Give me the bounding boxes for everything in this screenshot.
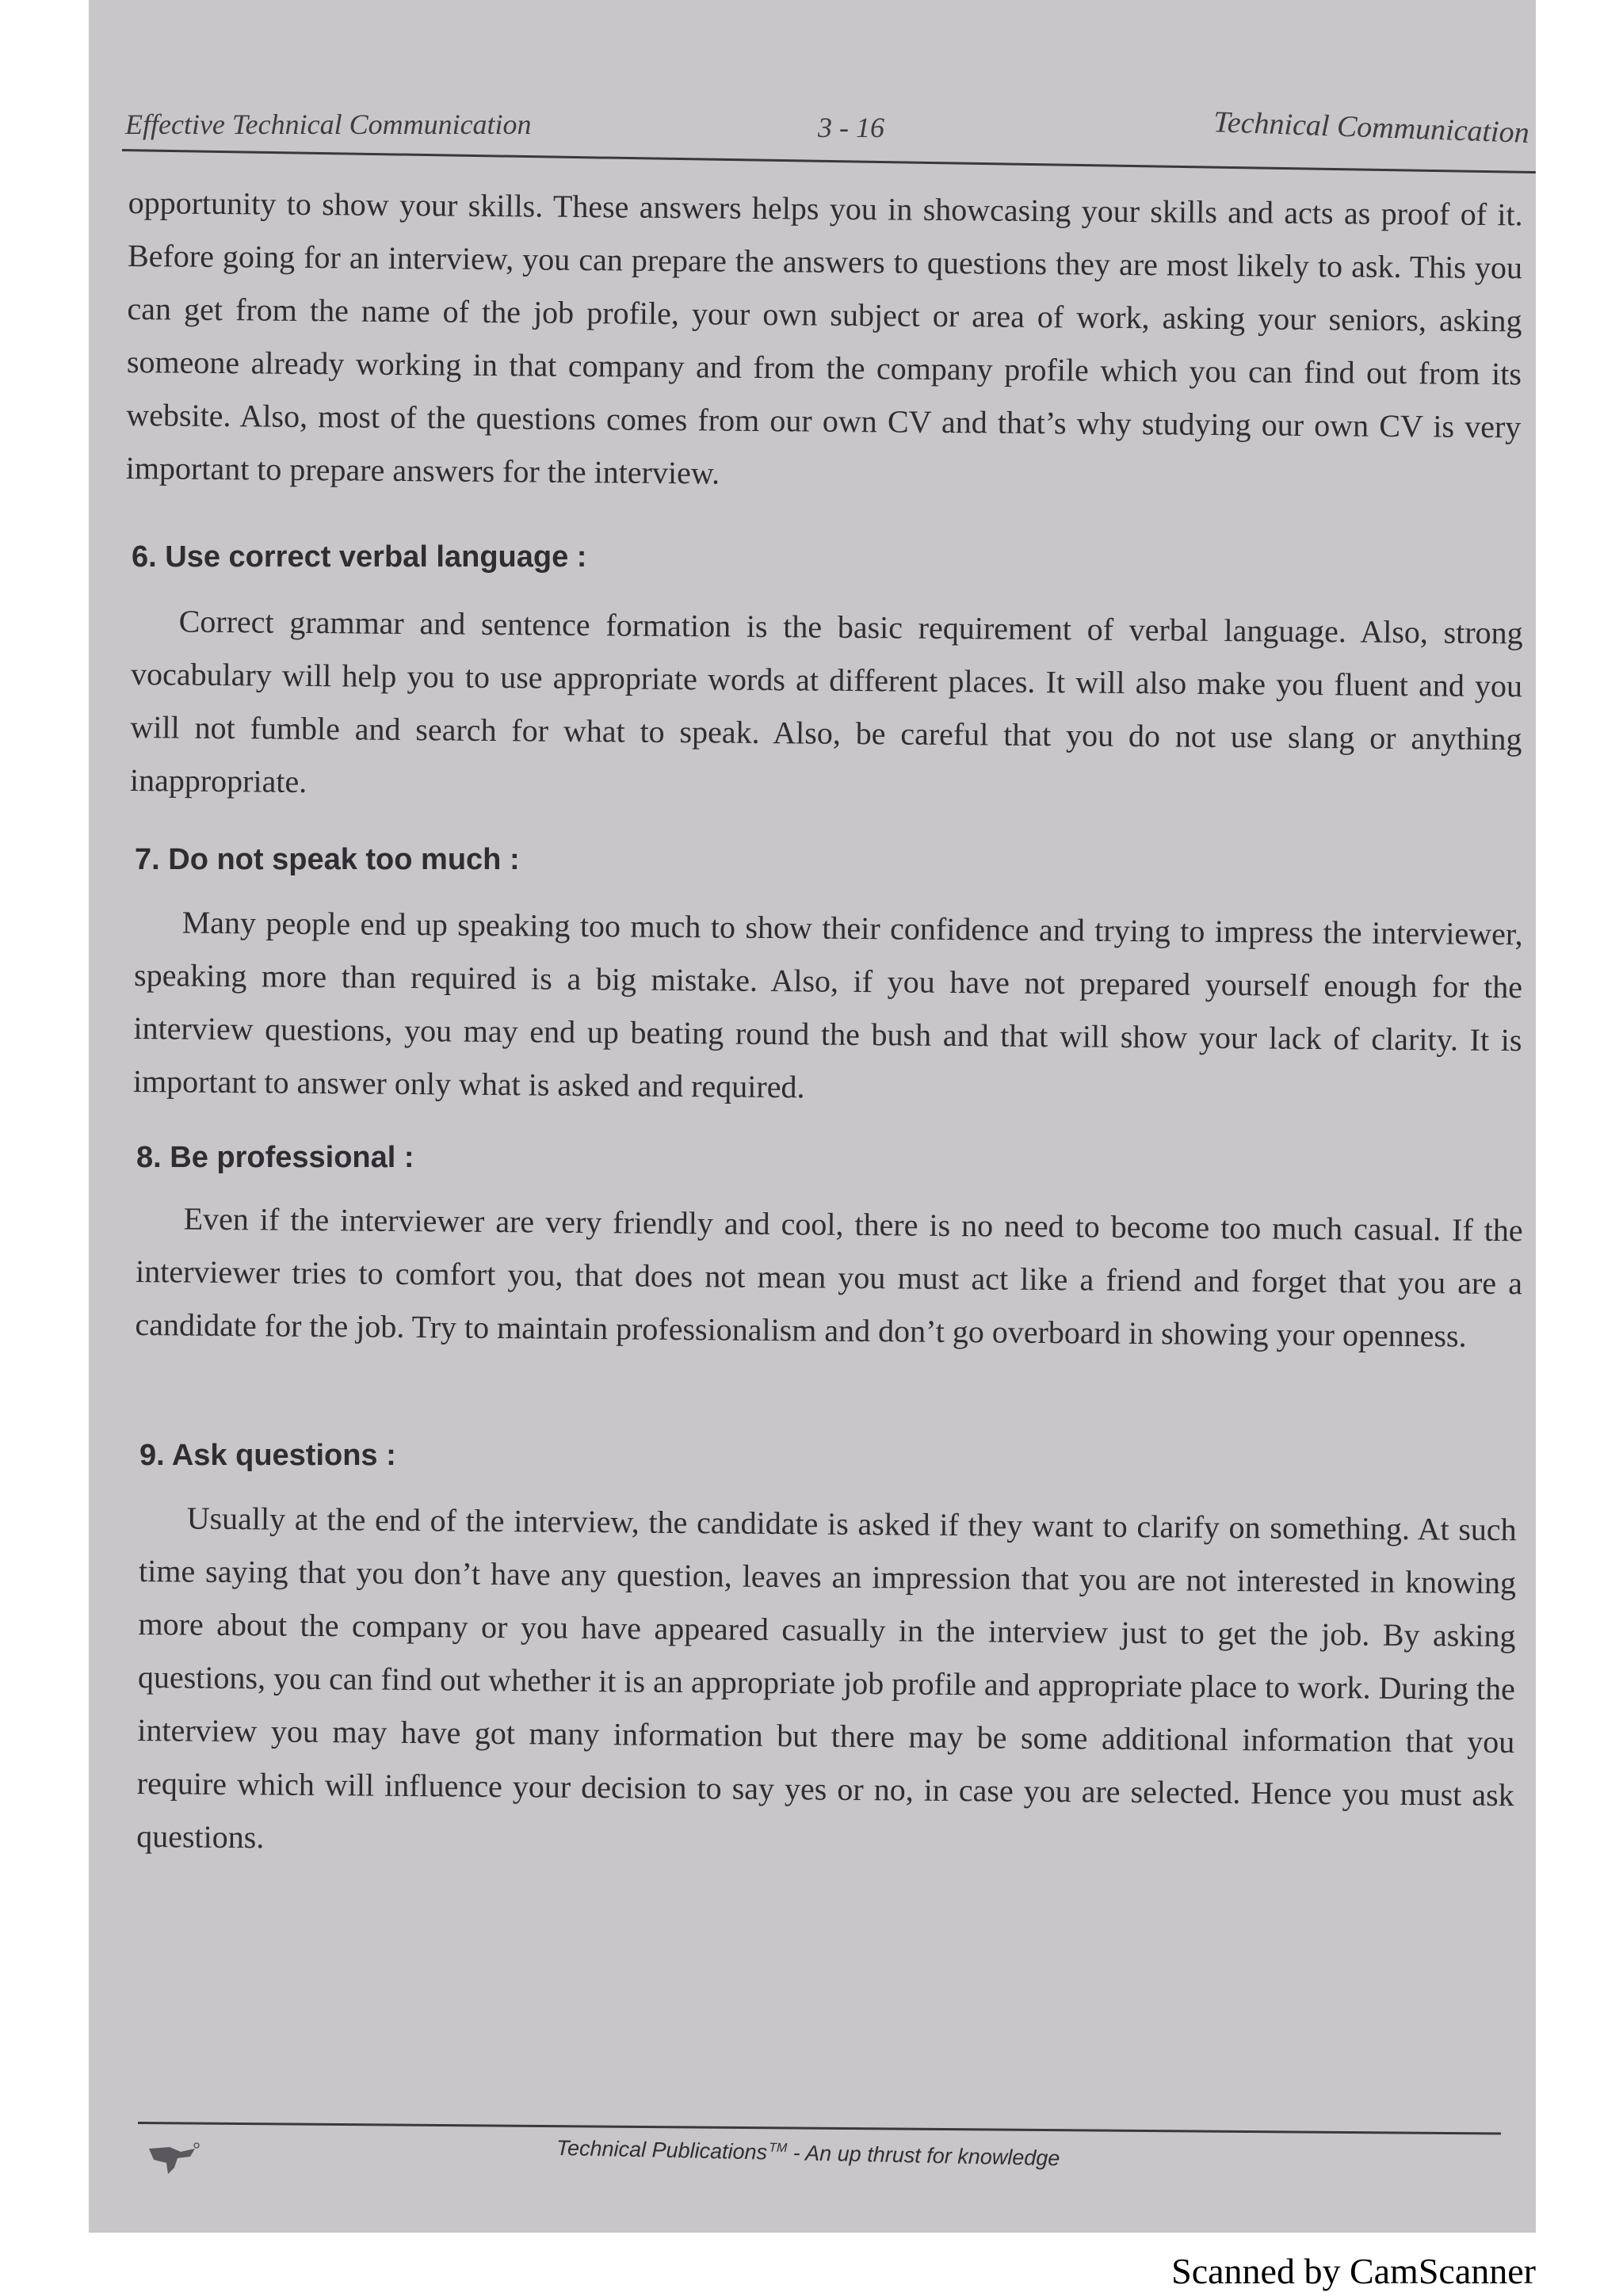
publisher-logo-icon [146, 2141, 201, 2177]
intro-paragraph: opportunity to show your skills. These answers helps you in showcasing your skills and acts as proof of it. Before going for an interview, you can prepare the answers to questions they are most likely to ask. This you can get from the name of the job profile, your own subject or area of work, asking your seniors, asking someone already working in that company and from the company profile which you can find out from its website. Also, most of the questions comes from our own CV and that’s why studying our own CV is very important to prepare answers for the interview. [125, 184, 1523, 491]
publisher-tagline: - An up thrust for knowledge [786, 2141, 1060, 2171]
section-heading-8: 8. Be professional : [136, 1141, 414, 1174]
section-body-8: Even if the interviewer are very friendly and cool, there is no need to become too much casual. If the interviewer tries to comfort you, that does not mean you must act like a friend and forget that you are a candidate for the job. Try to maintain professionalism and don’t go overboard in showing your openness. [135, 1200, 1523, 1354]
section-body-9: Usually at the end of the interview, the candidate is asked if they want to clarify on something. At such time saying that you don’t have any question, leaves an impression that you are not interested in knowing more about the company or you have appeared casually in the interview just to get the job. By asking questions, you can find out whether it is an appropriate job profile and appropriate place to work. During the interview you may have got many information but there may be some additional information that you require which will influence your decision to say yes or no, in case you are selected. Hence you must ask questions. [136, 1500, 1517, 1855]
book-title: Effective Technical Communication [125, 109, 532, 140]
publisher-name: Technical Publications [556, 2136, 768, 2164]
section-heading-9: 9. Ask questions : [139, 1439, 396, 1472]
footer-text [556, 2136, 1060, 2171]
section-heading-6: 6. Use correct verbal language : [132, 540, 587, 574]
scanned-page [89, 0, 1536, 2233]
trademark: TM [769, 2141, 788, 2156]
section-body-6: Correct grammar and sentence formation is the basic requirement of verbal language. Also, strong vocabulary will help you to use appropriate words at different places. It will also make you fluent and you will not fumble and search for what to speak. Also, be careful that you do not use slang or anything inappropriate. [129, 603, 1523, 799]
page-number: 3 - 16 [818, 112, 884, 143]
section-body-7: Many people end up speaking too much to show their confidence and trying to impress the interviewer, speaking more than required is a big mistake. Also, if you have not prepared yourself enough for the interview questions, you may end up beating round the bush and that will show your lack of clarity. It is important to answer only what is asked and required. [132, 904, 1523, 1105]
section-heading-7: 7. Do not speak too much : [135, 843, 520, 876]
chapter-title: Technical Communication [1212, 105, 1530, 150]
footer-rule [138, 2122, 1501, 2135]
camscanner-watermark: Scanned by CamScanner [1171, 2251, 1536, 2291]
page-header [125, 105, 1536, 155]
